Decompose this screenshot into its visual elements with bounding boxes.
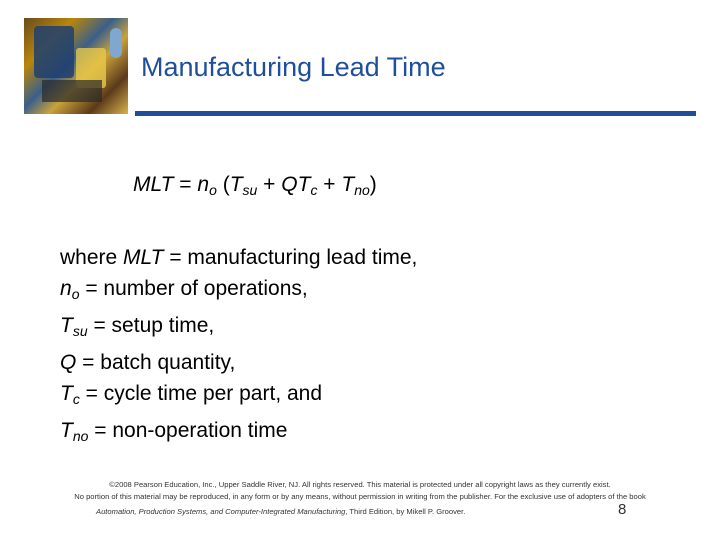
logo-capacitor-shape xyxy=(110,28,122,58)
definition-prefix: where xyxy=(60,246,124,269)
formula-lhs: MLT xyxy=(133,173,174,196)
formula-plus: + xyxy=(257,173,282,196)
formula-qt: QT xyxy=(281,173,311,196)
definition-subscript: no xyxy=(72,428,89,444)
definition-subscript: su xyxy=(72,323,88,339)
definition-text: = batch quantity, xyxy=(76,351,236,374)
slide-title: Manufacturing Lead Time xyxy=(141,52,446,82)
definition-q xyxy=(60,347,417,378)
logo-chip-shape xyxy=(42,80,102,102)
definition-tc xyxy=(60,378,417,415)
formula-t1: T xyxy=(229,173,243,196)
page-number: 8 xyxy=(618,501,627,518)
definition-variable: n xyxy=(60,277,72,300)
formula-n: n xyxy=(197,173,210,196)
definitions-list xyxy=(60,242,417,452)
formula-equals: = xyxy=(173,173,198,196)
definition-no xyxy=(60,273,417,310)
definition-text: = manufacturing lead time, xyxy=(163,246,418,269)
formula-n-subscript: o xyxy=(209,182,217,198)
formula-t2: T xyxy=(341,173,355,196)
logo-chip-shape xyxy=(34,26,74,78)
formula-plus: + xyxy=(317,173,342,196)
copyright-line: ©2008 Pearson Education, Inc., Upper Saddle River, NJ. All rights reserved. This material is protected under all copyright laws as they currently exist. xyxy=(109,480,611,489)
book-edition-author: , Third Edition, by Mikell P. Groover. xyxy=(345,507,466,516)
definition-variable: T xyxy=(60,382,73,405)
definition-text: = non-operation time xyxy=(88,419,288,442)
formula-close-paren: ) xyxy=(369,173,377,196)
formula-qt-subscript: c xyxy=(310,182,318,198)
copyright-footer xyxy=(0,479,720,503)
formula-t2-subscript: no xyxy=(354,182,370,198)
definition-text: = number of operations, xyxy=(79,277,308,300)
definition-text: = cycle time per part, and xyxy=(79,382,323,405)
definition-text: = setup time, xyxy=(87,314,215,337)
book-citation xyxy=(96,507,465,516)
book-title: Automation, Production Systems, and Computer-Integrated Manufacturing xyxy=(96,507,346,516)
definition-tsu xyxy=(60,310,417,347)
formula-t1-subscript: su xyxy=(242,182,258,198)
title-divider xyxy=(135,111,696,116)
definition-subscript: c xyxy=(72,391,80,407)
definition-variable: MLT xyxy=(123,246,164,269)
copyright-line: No portion of this material may be reproduced, in any form or by any means, without permission in writing from the publisher. For the exclusive use of adopters of the book xyxy=(74,492,646,501)
slide-logo-image xyxy=(24,18,128,114)
definition-subscript: o xyxy=(71,286,80,302)
definition-tno xyxy=(60,415,417,452)
formula-open-paren: ( xyxy=(216,173,230,196)
definition-variable: Q xyxy=(60,351,77,374)
definition-mlt xyxy=(60,242,417,273)
definition-variable: T xyxy=(60,314,73,337)
mlt-formula xyxy=(133,173,377,198)
definition-variable: T xyxy=(60,419,73,442)
